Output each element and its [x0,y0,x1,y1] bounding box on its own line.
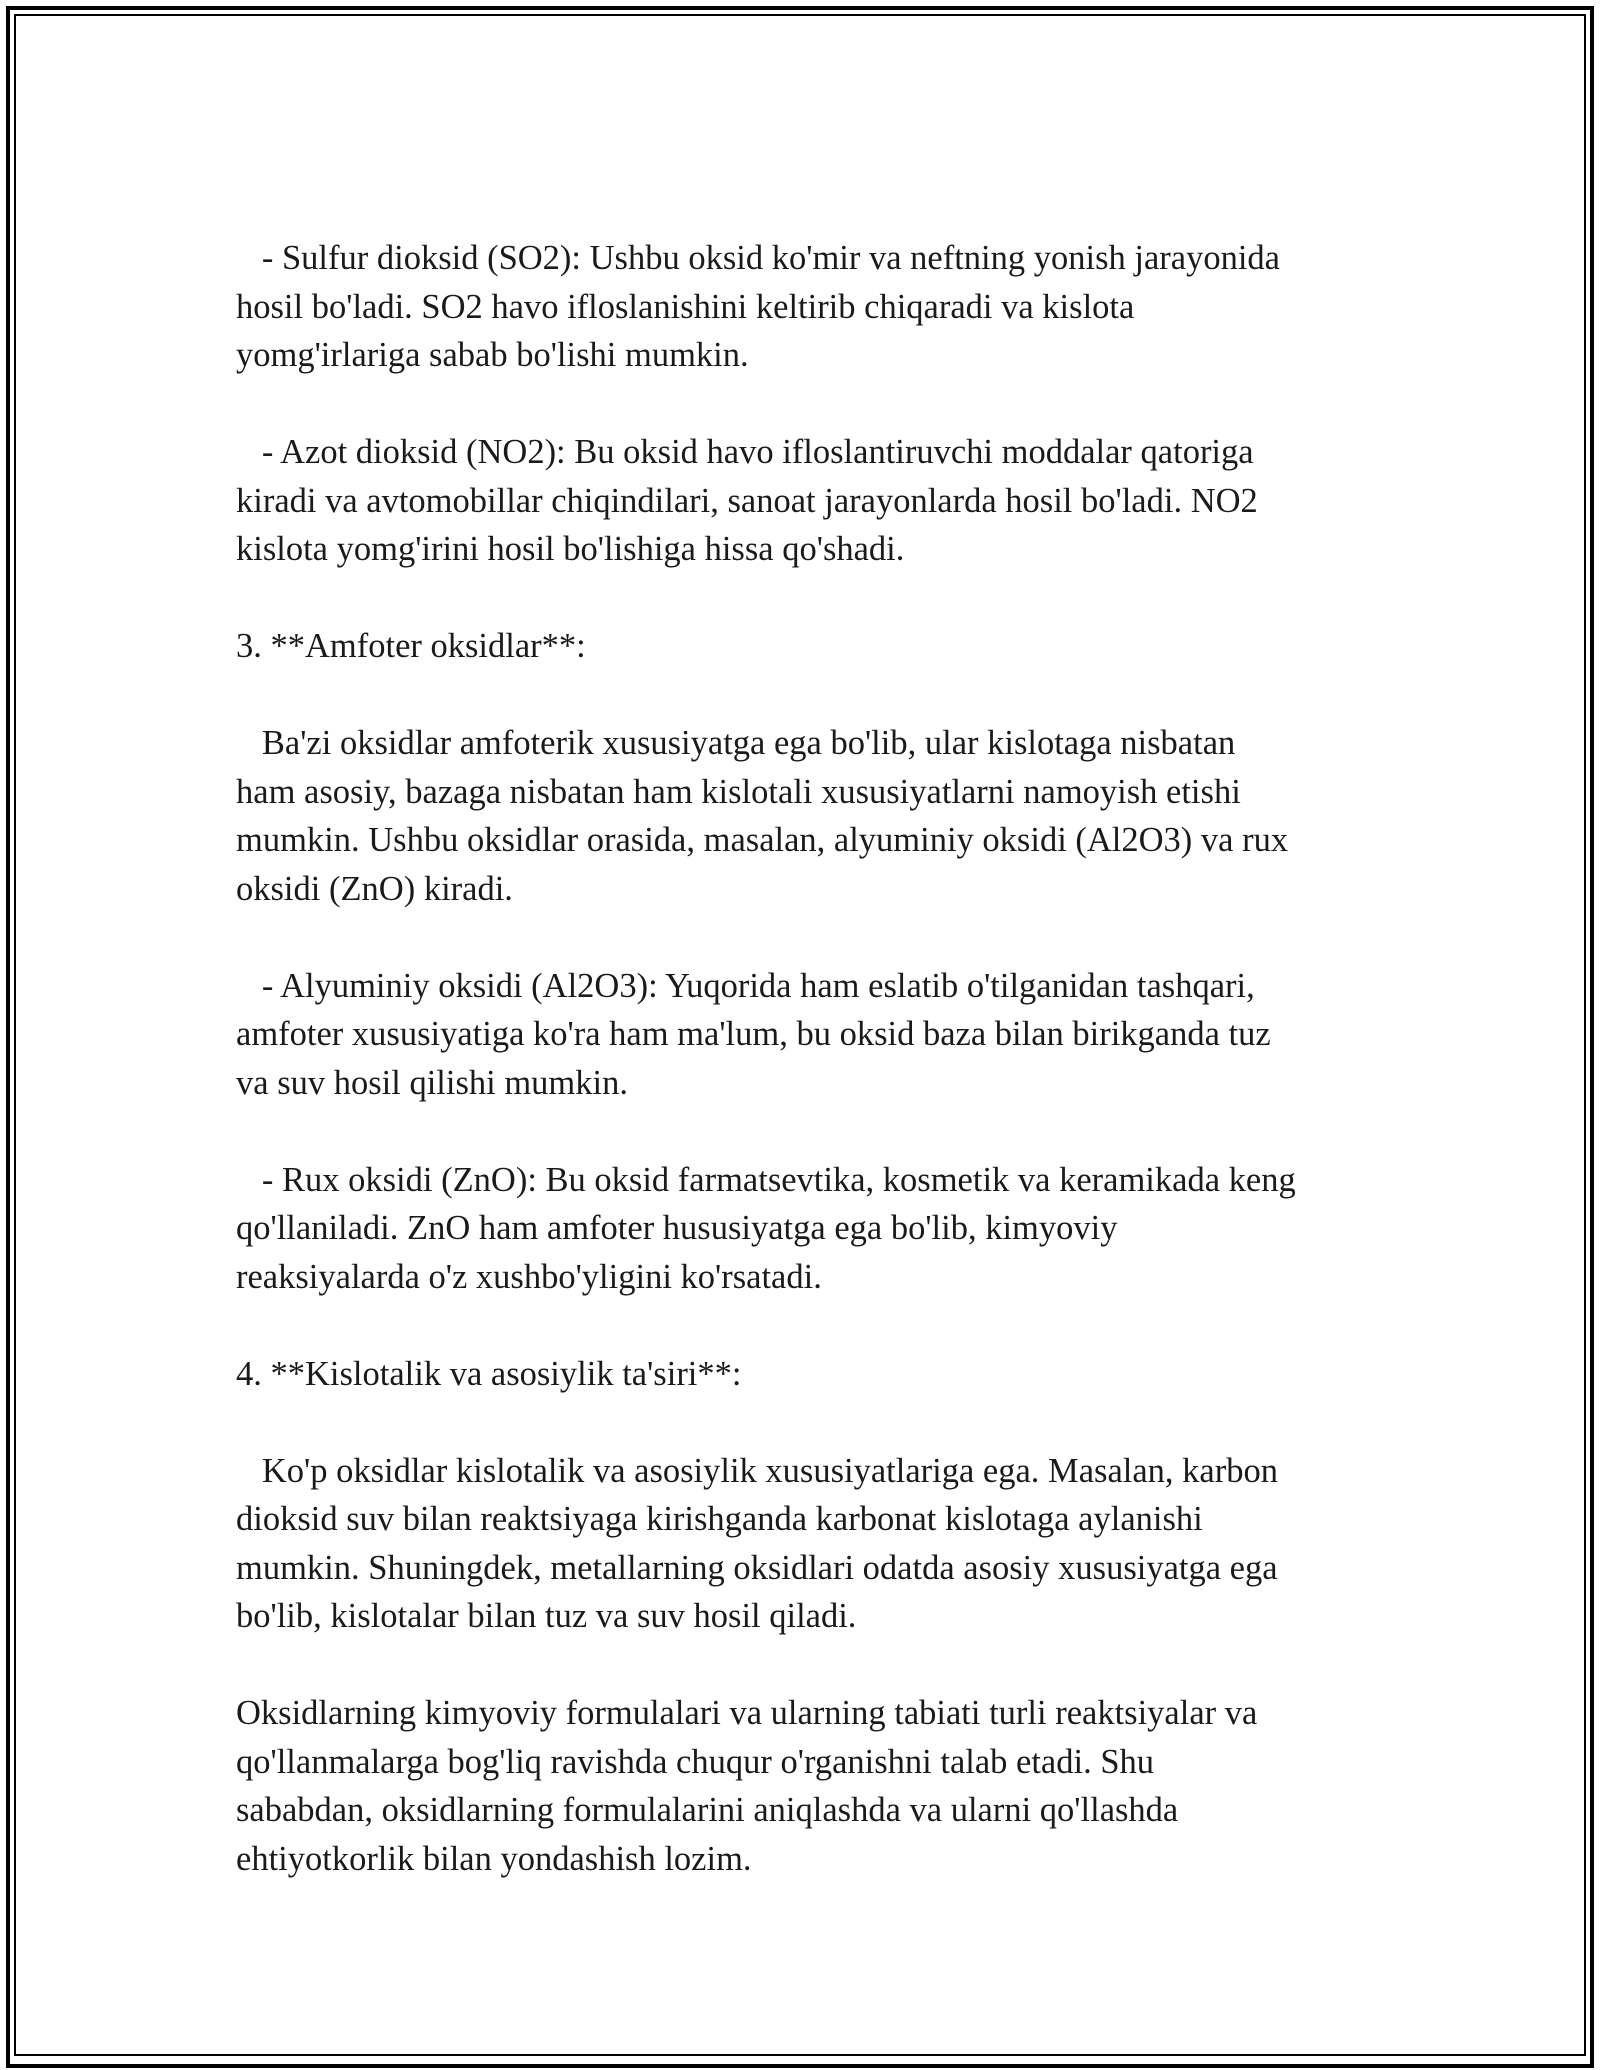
paragraph [236,1350,1386,1399]
text-line: dioksid suv bilan reaktsiyaga kirishganda karbonat kislotaga aylanishi [236,1500,1203,1538]
text-line: ehtiyotkorlik bilan yondashish lozim. [236,1839,752,1878]
text-line: - Sulfur dioksid (SO2): Ushbu oksid ko'mir va neftning yonish jarayonida [236,239,1280,277]
text-line: sababdan, oksidlarning formulalarini aniqlashda va ularni qo'llashda [236,1791,1179,1829]
text-line: 4. **Kislotalik va asosiylik ta'siri**: [236,1354,742,1393]
paragraph [236,622,1386,671]
text-line: yomg'irlariga sabab bo'lishi mumkin. [236,336,749,374]
text-line: 3. **Amfoter oksidlar**: [236,627,586,665]
paragraph [236,1689,1386,1883]
paragraph [236,1156,1386,1302]
paragraph [236,719,1386,913]
paragraph [236,1447,1386,1641]
text-line: hosil bo'ladi. SO2 havo ifloslanishini keltirib chiqaradi va kislota [236,287,1135,326]
text-line: mumkin. Shuningdek, metallarning oksidlari odatda asosiy xususiyatga ega [236,1548,1278,1587]
text-line: qo'llaniladi. ZnO ham amfoter hususiyatga ega bo'lib, kimyoviy [236,1209,1118,1247]
text-line: ham asosiy, bazaga nisbatan ham kislotali xususiyatlarni namoyish etishi [236,772,1241,811]
text-line: Ko'p oksidlar kislotalik va asosiylik xususiyatlariga ega. Masalan, karbon [236,1451,1278,1490]
text-line: reaksiyalarda o'z xushbo'yligini ko'rsatadi. [236,1257,822,1296]
text-line: - Alyuminiy oksidi (Al2O3): Yuqorida ham eslatib o'tilganidan tashqari, [236,966,1255,1005]
paragraph [236,428,1386,574]
document-body [236,234,1386,1883]
paragraph [236,234,1386,380]
text-line: kiradi va avtomobillar chiqindilari, sanoat jarayonlarda hosil bo'ladi. NO2 [236,481,1258,520]
text-line: bo'lib, kislotalar bilan tuz va suv hosil qiladi. [236,1597,857,1635]
text-line: - Azot dioksid (NO2): Bu oksid havo ifloslantiruvchi moddalar qatoriga [236,433,1254,471]
text-line: amfoter xususiyatiga ko'ra ham ma'lum, bu oksid baza bilan birikganda tuz [236,1015,1271,1053]
text-line: qo'llanmalarga bog'liq ravishda chuqur o'rganishni talab etadi. Shu [236,1742,1155,1781]
text-line: va suv hosil qilishi mumkin. [236,1063,628,1102]
text-line: oksidi (ZnO) kiradi. [236,869,513,908]
text-line: Oksidlarning kimyoviy formulalari va ularning tabiati turli reaktsiyalar va [236,1694,1258,1732]
text-line: kislota yomg'irini hosil bo'lishiga hissa qo'shadi. [236,530,905,568]
text-line: mumkin. Ushbu oksidlar orasida, masalan, alyuminiy oksidi (Al2O3) va rux [236,821,1289,859]
paragraph [236,962,1386,1108]
text-line: - Rux oksidi (ZnO): Bu oksid farmatsevtika, kosmetik va keramikada keng [236,1160,1296,1199]
text-line: Ba'zi oksidlar amfoterik xususiyatga ega bo'lib, ular kislotaga nisbatan [236,724,1236,762]
